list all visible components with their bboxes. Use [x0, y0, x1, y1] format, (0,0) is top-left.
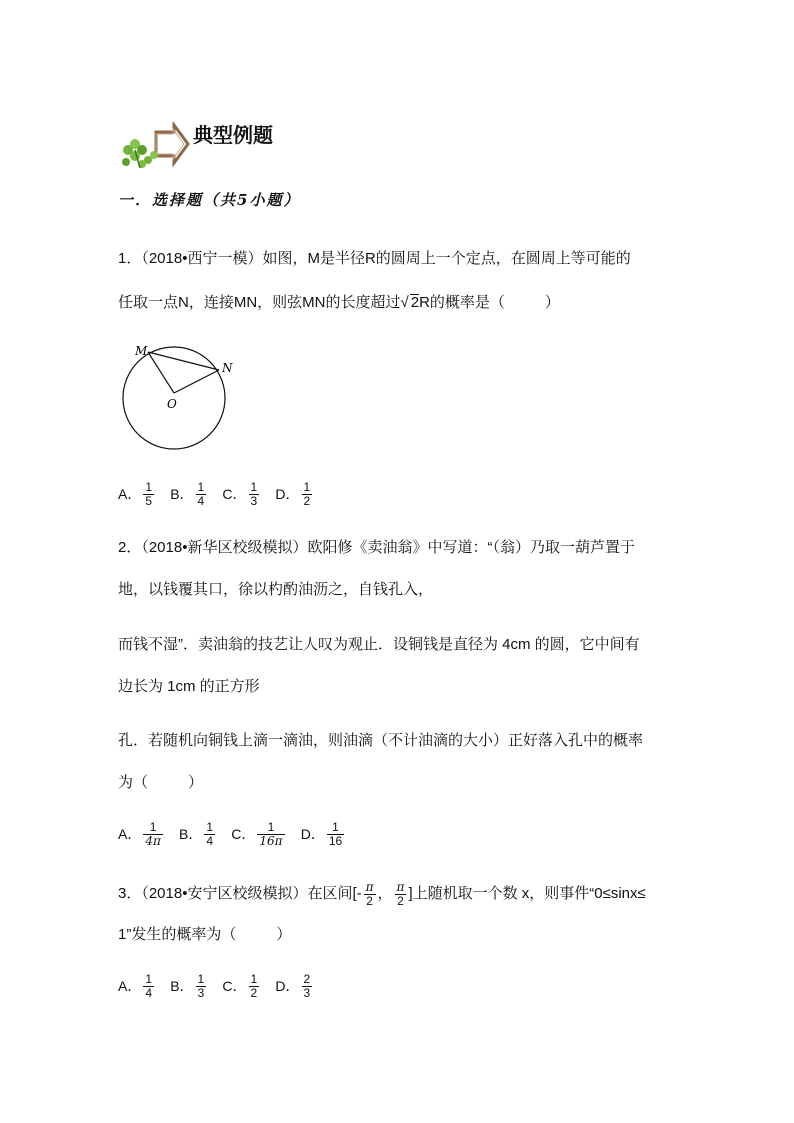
question-1-line-2: 任取一点N，连接MN，则弦MN的长度超过√ 2R的概率是（ ） [118, 294, 560, 311]
circle-figure [118, 340, 248, 452]
question-2-line-5: 孔．若随机向铜钱上滴一滴油，则油滴（不计油滴的大小）正好落入孔中的概率 [118, 732, 644, 749]
label-m: M [135, 344, 148, 358]
option-a[interactable]: A． $\frac{1}{4\pi}$ [118, 819, 161, 848]
option-a[interactable]: A． $\frac{1}{4}$ [118, 971, 153, 1000]
question-2-line-2: 地，以钱覆其口，徐以杓酌油沥之，自钱孔入， [118, 581, 434, 598]
question-3-line-2: 1”发生的概率为（ ） [118, 926, 292, 943]
option-c[interactable]: C． $\frac{1}{2}$ [222, 971, 258, 1000]
question-1-options [118, 480, 324, 508]
option-d[interactable]: D． $\frac{2}{3}$ [275, 971, 311, 1000]
option-d[interactable]: D． $\frac{1}{16}$ [300, 819, 343, 848]
sqrt-icon: √ [400, 294, 409, 311]
question-3-options [118, 972, 324, 1000]
label-o: O [167, 397, 177, 411]
option-b[interactable]: B． $\frac{1}{4}$ [170, 479, 205, 508]
option-b[interactable]: B． $\frac{1}{3}$ [170, 971, 205, 1000]
label-n: N [222, 361, 233, 375]
section-heading: 一．选择题（共5小题） [118, 191, 301, 209]
question-2-options [118, 820, 356, 848]
question-1-line-1: 1．（2018•西宁一模）如图，M是半径R的圆周上一个定点，在圆周上等可能的 [118, 250, 631, 267]
option-a[interactable]: A． $\frac{1}{5}$ [118, 479, 153, 508]
option-d[interactable]: D． $\frac{1}{2}$ [275, 479, 311, 508]
clover-arrow-icon [118, 122, 190, 170]
question-2-line-1: 2．（2018•新华区校级模拟）欧阳修《卖油翁》中写道：“（翁）乃取一葫芦置于 [118, 539, 635, 556]
question-2-line-4: 边长为 1cm 的正方形 [118, 678, 260, 695]
option-b[interactable]: B． $\frac{1}{4}$ [179, 819, 214, 848]
page-title: 典型例题 [193, 123, 273, 147]
question-2-line-6: 为（ ） [118, 774, 204, 791]
option-c[interactable]: C． $\frac{1}{3}$ [222, 479, 258, 508]
question-2-line-3: 而钱不湿”．卖油翁的技艺让人叹为观止．设铜钱是直径为 4cm 的圆，它中间有 [118, 636, 640, 653]
option-c[interactable]: C． $\frac{1}{16\pi}$ [231, 819, 283, 848]
question-3-line-1: 3．（2018•安宁区校级模拟）在区间[- $\frac{\pi}{2}$ ， $\frac{\pi}{2}$ ]上随机取一个数 x，则事件“0≤sinx≤ [118, 879, 646, 908]
